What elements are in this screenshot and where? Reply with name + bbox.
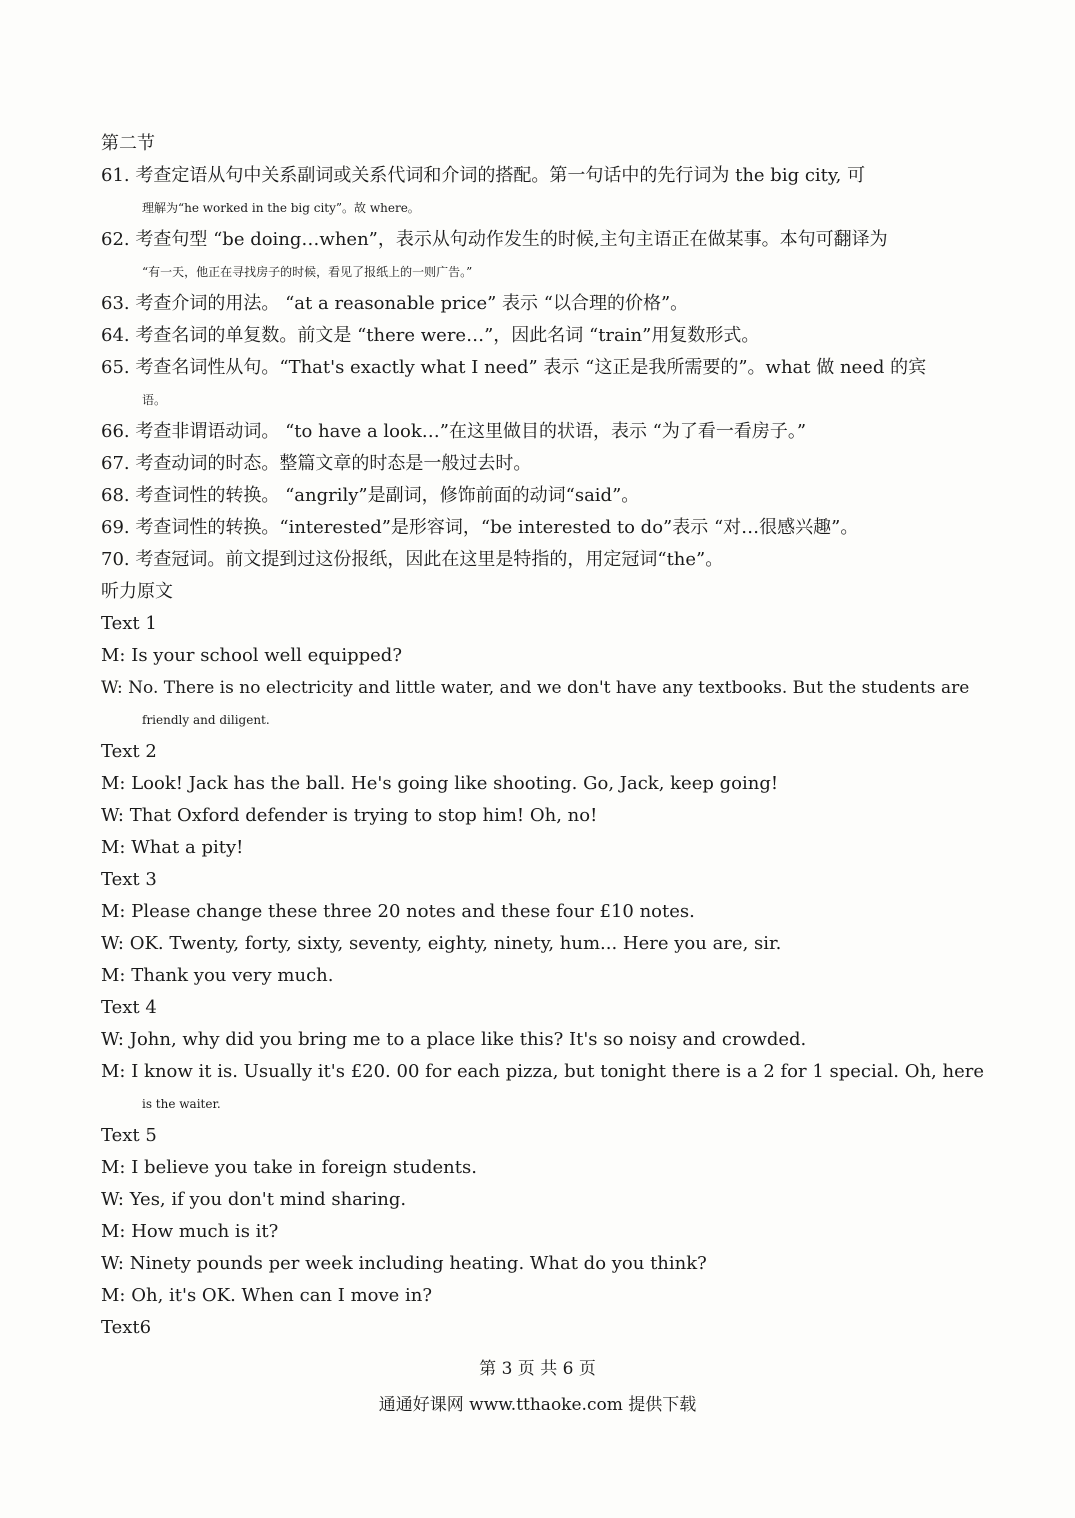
answer-number: 70.: [101, 549, 130, 570]
answer-continuation: 语。: [142, 393, 167, 407]
answer-text: 考查冠词。前文提到过这份报纸，因此在这里是特指的，用定冠词“the”。: [135, 549, 724, 570]
answer-item: [101, 288, 987, 320]
dialogue-line: [101, 1216, 987, 1248]
dialogue-text: W: Ninety pounds per week including heating. What do you think?: [101, 1253, 707, 1274]
answer-text: 考查定语从句中关系副词或关系代词和介词的搭配。第一句话中的先行词为 the big city, 可: [135, 165, 866, 186]
answer-number: 61.: [101, 165, 130, 186]
dialogue-line: [101, 1024, 987, 1056]
dialogue-text: M: How much is it?: [101, 1221, 279, 1242]
answer-item: [101, 512, 987, 544]
answer-text: 考查名词性从句。“That's exactly what I need” 表示 “这正是我所需要的”。what 做 need 的宾: [135, 357, 927, 378]
dialogue-text: M: I know it is. Usually it's £20. 00 for each pizza, but tonight there is a 2 for 1 special. Oh, here: [101, 1061, 984, 1082]
page-number: 第 3 页 共 6 页: [479, 1359, 596, 1379]
answer-number: 68.: [101, 485, 130, 506]
answer-number: 65.: [101, 357, 130, 378]
answer-item: [101, 320, 987, 352]
answer-text: 考查动词的时态。整篇文章的时态是一般过去时。: [135, 453, 532, 474]
transcript-title: Text6: [101, 1317, 152, 1338]
dialogue-text: W: OK. Twenty, forty, sixty, seventy, eighty, ninety, hum... Here you are, sir.: [101, 933, 782, 954]
answer-item: [101, 416, 987, 448]
dialogue-text: M: Please change these three 20 notes and these four £10 notes.: [101, 901, 695, 922]
answer-item: [101, 544, 987, 576]
dialogue-line: [101, 1248, 987, 1280]
dialogue-line: [101, 928, 987, 960]
dialogue-line: [101, 960, 987, 992]
answer-text: 考查非谓语动词。 “to have a look…”在这里做目的状语，表示 “为了看一看房子。”: [135, 421, 807, 442]
answer-number: 66.: [101, 421, 130, 442]
dialogue-line: [101, 800, 987, 832]
dialogue-line: [101, 832, 987, 864]
answer-number: 62.: [101, 229, 130, 250]
answer-text: 考查句型 “be doing…when”，表示从句动作发生的时候,主句主语正在做某事。本句可翻译为: [135, 229, 888, 250]
answer-item: [101, 224, 987, 288]
dialogue-text: W: John, why did you bring me to a place like this? It's so noisy and crowded.: [101, 1029, 807, 1050]
answer-text: 考查介词的用法。 “at a reasonable price” 表示 “以合理的价格”。: [135, 293, 689, 314]
dialogue-text: M: I believe you take in foreign students.: [101, 1157, 477, 1178]
listening-heading: 听力原文: [101, 581, 173, 602]
answer-number: 63.: [101, 293, 130, 314]
answer-text: 考查名词的单复数。前文是 “there were…”，因此名词 “train”用复数形式。: [135, 325, 760, 346]
transcript-title: Text 2: [101, 741, 157, 762]
dialogue-text: M: Look! Jack has the ball. He's going like shooting. Go, Jack, keep going!: [101, 773, 779, 794]
dialogue-line: [101, 640, 987, 672]
answer-item: [101, 480, 987, 512]
dialogue-line: [101, 1152, 987, 1184]
dialogue-line: [101, 768, 987, 800]
dialogue-text: M: Oh, it's OK. When can I move in?: [101, 1285, 433, 1306]
dialogue-line: [101, 896, 987, 928]
transcript-title: Text 5: [101, 1125, 157, 1146]
answer-continuation: 理解为“he worked in the big city”。故 where。: [142, 201, 420, 215]
answer-explanations: [101, 160, 987, 576]
transcript-title: Text 1: [101, 613, 157, 634]
answer-item: [101, 160, 987, 224]
dialogue-line: [101, 1280, 987, 1312]
answer-number: 67.: [101, 453, 130, 474]
answer-text: 考查词性的转换。 “angrily”是副词，修饰前面的动词“said”。: [135, 485, 640, 506]
answer-number: 69.: [101, 517, 130, 538]
dialogue-line: [101, 1184, 987, 1216]
dialogue-continuation: is the waiter.: [142, 1097, 221, 1111]
dialogue-text: M: What a pity!: [101, 837, 244, 858]
site-credit: 通通好课网 www.tthaoke.com 提供下载: [378, 1395, 697, 1415]
dialogue-line: [101, 672, 987, 736]
dialogue-text: M: Is your school well equipped?: [101, 645, 402, 666]
dialogue-continuation: friendly and diligent.: [142, 713, 270, 727]
answer-item: [101, 352, 987, 416]
dialogue-text: W: No. There is no electricity and little water, and we don't have any textbooks. But the students are: [101, 678, 970, 698]
answer-text: 考查词性的转换。“interested”是形容词，“be interested to do”表示 “对…很感兴趣”。: [135, 517, 859, 538]
answer-continuation: “有一天，他正在寻找房子的时候，看见了报纸上的一则广告。”: [142, 265, 473, 279]
answer-number: 64.: [101, 325, 130, 346]
transcript-title: Text 3: [101, 869, 157, 890]
answer-item: [101, 448, 987, 480]
dialogue-text: W: That Oxford defender is trying to stop him! Oh, no!: [101, 805, 598, 826]
transcript-title: Text 4: [101, 997, 157, 1018]
dialogue-text: W: Yes, if you don't mind sharing.: [101, 1189, 407, 1210]
listening-transcripts: [101, 608, 987, 1344]
section-heading: 第二节: [101, 133, 155, 154]
document-page: [101, 128, 987, 1344]
dialogue-line: [101, 1056, 987, 1120]
dialogue-text: M: Thank you very much.: [101, 965, 334, 986]
